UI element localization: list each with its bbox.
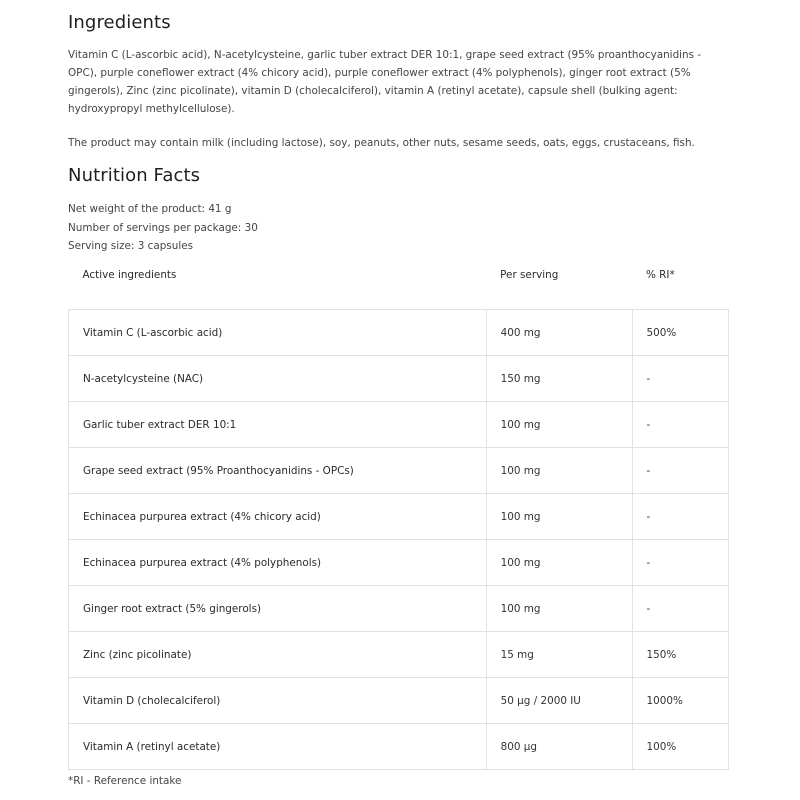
ri-value: -: [632, 448, 729, 494]
per-serving-value: 15 mg: [486, 632, 632, 678]
ingredients-heading: Ingredients: [68, 12, 171, 33]
ingredient-name: Garlic tuber extract DER 10:1: [69, 402, 487, 448]
ri-value: -: [632, 494, 729, 540]
table-header-row: [69, 258, 729, 310]
ingredient-name: Vitamin D (cholecalciferol): [69, 678, 487, 724]
per-serving-value: 400 mg: [486, 310, 632, 356]
table-row: [69, 586, 729, 632]
allergen-text: The product may contain milk (including lactose), soy, peanuts, other nuts, sesame seeds, oats, eggs, crustaceans, fish.: [68, 137, 695, 149]
header-active-ingredients: Active ingredients: [82, 269, 177, 281]
table-row: [69, 448, 729, 494]
serving-size: Serving size: 3 capsules: [68, 240, 194, 252]
table-row: [69, 678, 729, 724]
nutrition-heading: Nutrition Facts: [68, 165, 201, 186]
per-serving-value: 100 mg: [486, 448, 632, 494]
ri-value: -: [632, 356, 729, 402]
per-serving-value: 800 µg: [486, 724, 632, 770]
servings-count: Number of servings per package: 30: [68, 221, 258, 234]
ingredient-name: Echinacea purpurea extract (4% chicory acid): [69, 494, 487, 540]
ri-value: 100%: [632, 724, 729, 770]
ri-value: 150%: [632, 632, 729, 678]
ingredients-text: Vitamin C (L-ascorbic acid), N-acetylcysteine, garlic tuber extract DER 10:1, grape seed extract (95% proanthocyanidins - OPC), purple coneflower extract (4% chicory acid), purple coneflower extract (4% polyphenols), ginger root extract (5% gingerols), Zinc (zinc picolinate), vitamin D (cholecalciferol), vitamin A (retinyl acetate), capsule shell (bulking agent: hydroxypropyl methylcellulose).: [68, 49, 702, 115]
net-weight: Net weight of the product: 41 g: [68, 203, 232, 215]
header-per-serving: Per serving: [500, 269, 559, 281]
table-row: [69, 540, 729, 586]
table-row: [69, 356, 729, 402]
ri-value: 1000%: [632, 678, 729, 724]
table-row: [69, 402, 729, 448]
per-serving-value: 150 mg: [486, 356, 632, 402]
ri-value: -: [632, 540, 729, 586]
per-serving-value: 100 mg: [486, 540, 632, 586]
per-serving-value: 100 mg: [486, 586, 632, 632]
table-row: [69, 632, 729, 678]
ri-value: 500%: [632, 310, 729, 356]
ingredient-name: N-acetylcysteine (NAC): [69, 356, 487, 402]
ingredient-name: Vitamin A (retinyl acetate): [69, 724, 487, 770]
ingredient-name: Echinacea purpurea extract (4% polyphenols): [69, 540, 487, 586]
table-row: [69, 310, 729, 356]
per-serving-value: 100 mg: [486, 402, 632, 448]
ri-footnote: *RI - Reference intake: [68, 775, 182, 787]
ingredient-name: Vitamin C (L-ascorbic acid): [69, 310, 487, 356]
ri-value: -: [632, 586, 729, 632]
ingredient-name: Zinc (zinc picolinate): [69, 632, 487, 678]
per-serving-value: 100 mg: [486, 494, 632, 540]
table-row: [69, 494, 729, 540]
ingredient-name: Grape seed extract (95% Proanthocyanidins - OPCs): [69, 448, 487, 494]
table-row: [69, 724, 729, 770]
nutrition-meta: [68, 200, 258, 256]
per-serving-value: 50 µg / 2000 IU: [486, 678, 632, 724]
ingredient-name: Ginger root extract (5% gingerols): [69, 586, 487, 632]
nutrition-table: [68, 258, 729, 770]
ri-value: -: [632, 402, 729, 448]
header-ri: % RI*: [646, 269, 675, 281]
